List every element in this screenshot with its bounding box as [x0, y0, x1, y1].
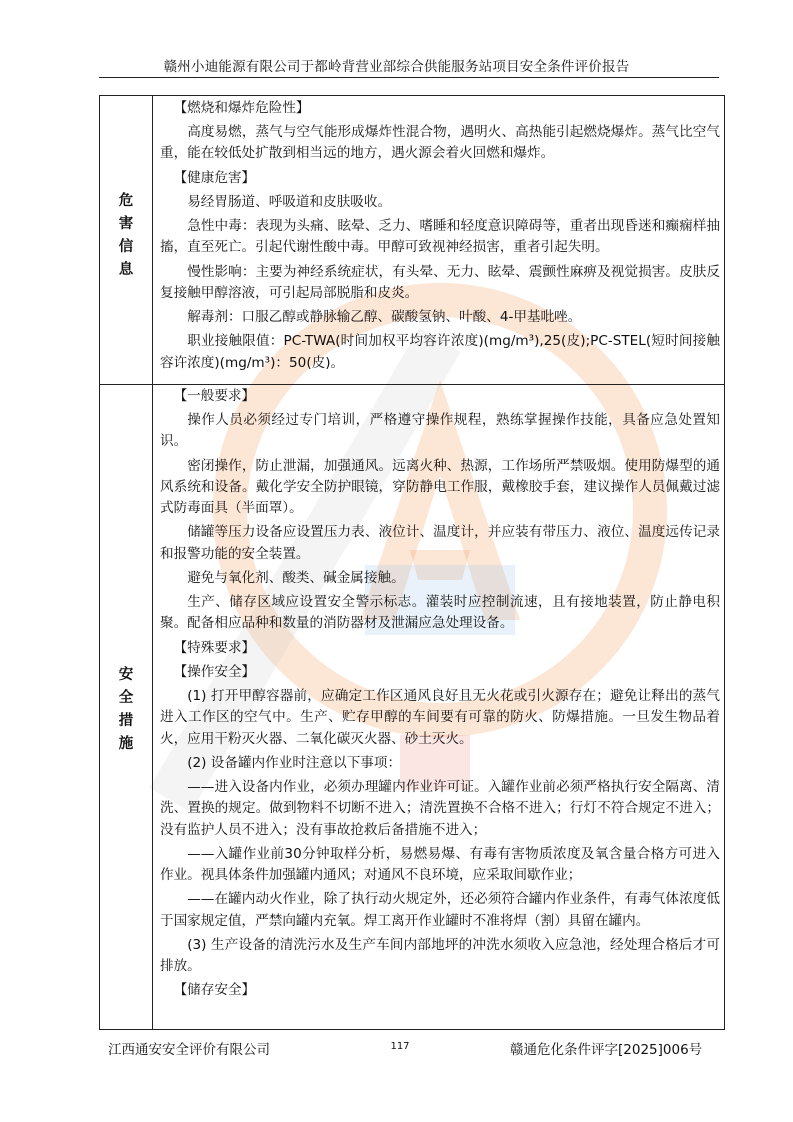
paragraph: 解毒剂：口服乙醇或静脉输乙醇、碳酸氢钠、叶酸、4-甲基吡唑。 — [187, 309, 582, 326]
column-divider — [152, 96, 153, 1029]
label-char: 危 — [118, 193, 134, 209]
row-divider — [100, 384, 724, 385]
safety-measures-content — [160, 386, 720, 1004]
section-heading: 【操作安全】 — [173, 663, 256, 680]
paragraph: 避免与氧化剂、酸类、碱金属接触。 — [187, 569, 405, 586]
paragraph: (3) 生产设备的清洗污水及生产车间内部地坪的冲洗水须收入应急池，经处理合格后才可排放。 — [160, 936, 720, 974]
section-heading: 【燃烧和爆炸危险性】 — [173, 100, 310, 116]
paragraph: (2) 设备罐内作业时注意以下事项： — [187, 754, 402, 771]
section-heading: 【一般要求】 — [173, 388, 256, 404]
page-header-title: 赣州小迪能源有限公司于都岭背营业部综合供能服务站项目安全条件评价报告 — [163, 59, 630, 75]
paragraph: ——在罐内动火作业，除了执行动火规定外，还必须符合罐内作业条件，有毒气体浓度低于国家规定值，严禁向罐内充氧。焊工离开作业罐时不准将焊（割）具留在罐内。 — [160, 891, 720, 929]
section-heading: 【储存安全】 — [173, 982, 256, 999]
paragraph: 易经胃肠道、呼吸道和皮肤吸收。 — [187, 193, 392, 210]
header-rule — [99, 77, 719, 78]
section-heading: 【特殊要求】 — [173, 639, 256, 656]
hazard-info-label — [100, 190, 152, 282]
safety-measures-label — [100, 664, 152, 756]
label-char: 全 — [118, 690, 134, 706]
paragraph: 职业接触限值：PC-TWA(时间加权平均容许浓度)(mg/m³),25(皮);PC-STEL(短时间接触容许浓度)(mg/m³)：50(皮)。 — [160, 333, 720, 371]
label-char: 安 — [118, 667, 134, 683]
footer-doc-number: 赣通危化条件评字[2025]006号 — [510, 1042, 703, 1058]
section-heading: 【健康危害】 — [173, 169, 256, 186]
label-char: 害 — [118, 216, 134, 232]
content-table — [99, 95, 725, 1030]
label-char: 措 — [118, 713, 134, 729]
paragraph: 操作人员必须经过专门培训，严格遵守操作规程，熟练掌握操作技能，具备应急处置知识。 — [160, 412, 720, 450]
paragraph: 密闭操作，防止泄漏，加强通风。远离火种、热源，工作场所严禁吸烟。使用防爆型的通风系统和设备。戴化学安全防护眼镜，穿防静电工作服，戴橡胶手套，建议操作人员佩戴过滤式防毒面具（半面罩）。 — [160, 457, 720, 517]
label-char: 信 — [118, 239, 134, 255]
paragraph: ——进入设备内作业，必须办理罐内作业许可证。入罐作业前必须严格执行安全隔离、清洗、置换的规定。做到物料不切断不进入；清洗置换不合格不进入；行灯不符合规定不进入；没有监护人员不进入；没有事故抢救后备措施不进入； — [160, 778, 720, 838]
paragraph: (1) 打开甲醇容器前，应确定工作区通风良好且无火花或引火源存在；避免让释出的蒸气进入工作区的空气中。生产、贮存甲醇的车间要有可靠的防火、防爆措施。一旦发生物品着火，应用干粉灭火器、二氧化碳灭火器、砂土灭火。 — [160, 687, 720, 747]
paragraph: ——入罐作业前30分钟取样分析，易燃易爆、有毒有害物质浓度及氧含量合格方可进入作业。视具体条件加强罐内通风；对通风不良环境，应采取间歇作业； — [160, 845, 720, 884]
hazard-info-content — [160, 98, 720, 377]
footer-company: 江西通安安全评价有限公司 — [108, 1042, 270, 1058]
label-char: 施 — [118, 736, 134, 752]
paragraph: 生产、储存区域应设置安全警示标志。灌装时应控制流速，且有接地装置，防止静电积聚。配备相应品种和数量的消防器材及泄漏应急处理设备。 — [160, 594, 720, 632]
paragraph: 急性中毒：表现为头痛、眩晕、乏力、嗜睡和轻度意识障碍等，重者出现昏迷和癫痫样抽搐，直至死亡。引起代谢性酸中毒。甲醇可致视神经损害，重者引起失明。 — [160, 218, 720, 256]
paragraph: 高度易燃，蒸气与空气能形成爆炸性混合物，遇明火、高热能引起燃烧爆炸。蒸气比空气重，能在较低处扩散到相当远的地方，遇火源会着火回燃和爆炸。 — [160, 124, 720, 162]
paragraph: 慢性影响：主要为神经系统症状，有头晕、无力、眩晕、震颤性麻痹及视觉损害。皮肤反复接触甲醇溶液，可引起局部脱脂和皮炎。 — [160, 263, 720, 301]
page-number: 117 — [390, 1041, 410, 1052]
paragraph: 储罐等压力设备应设置压力表、液位计、温度计，并应装有带压力、液位、温度远传记录和报警功能的安全装置。 — [160, 524, 720, 562]
label-char: 息 — [118, 262, 134, 278]
